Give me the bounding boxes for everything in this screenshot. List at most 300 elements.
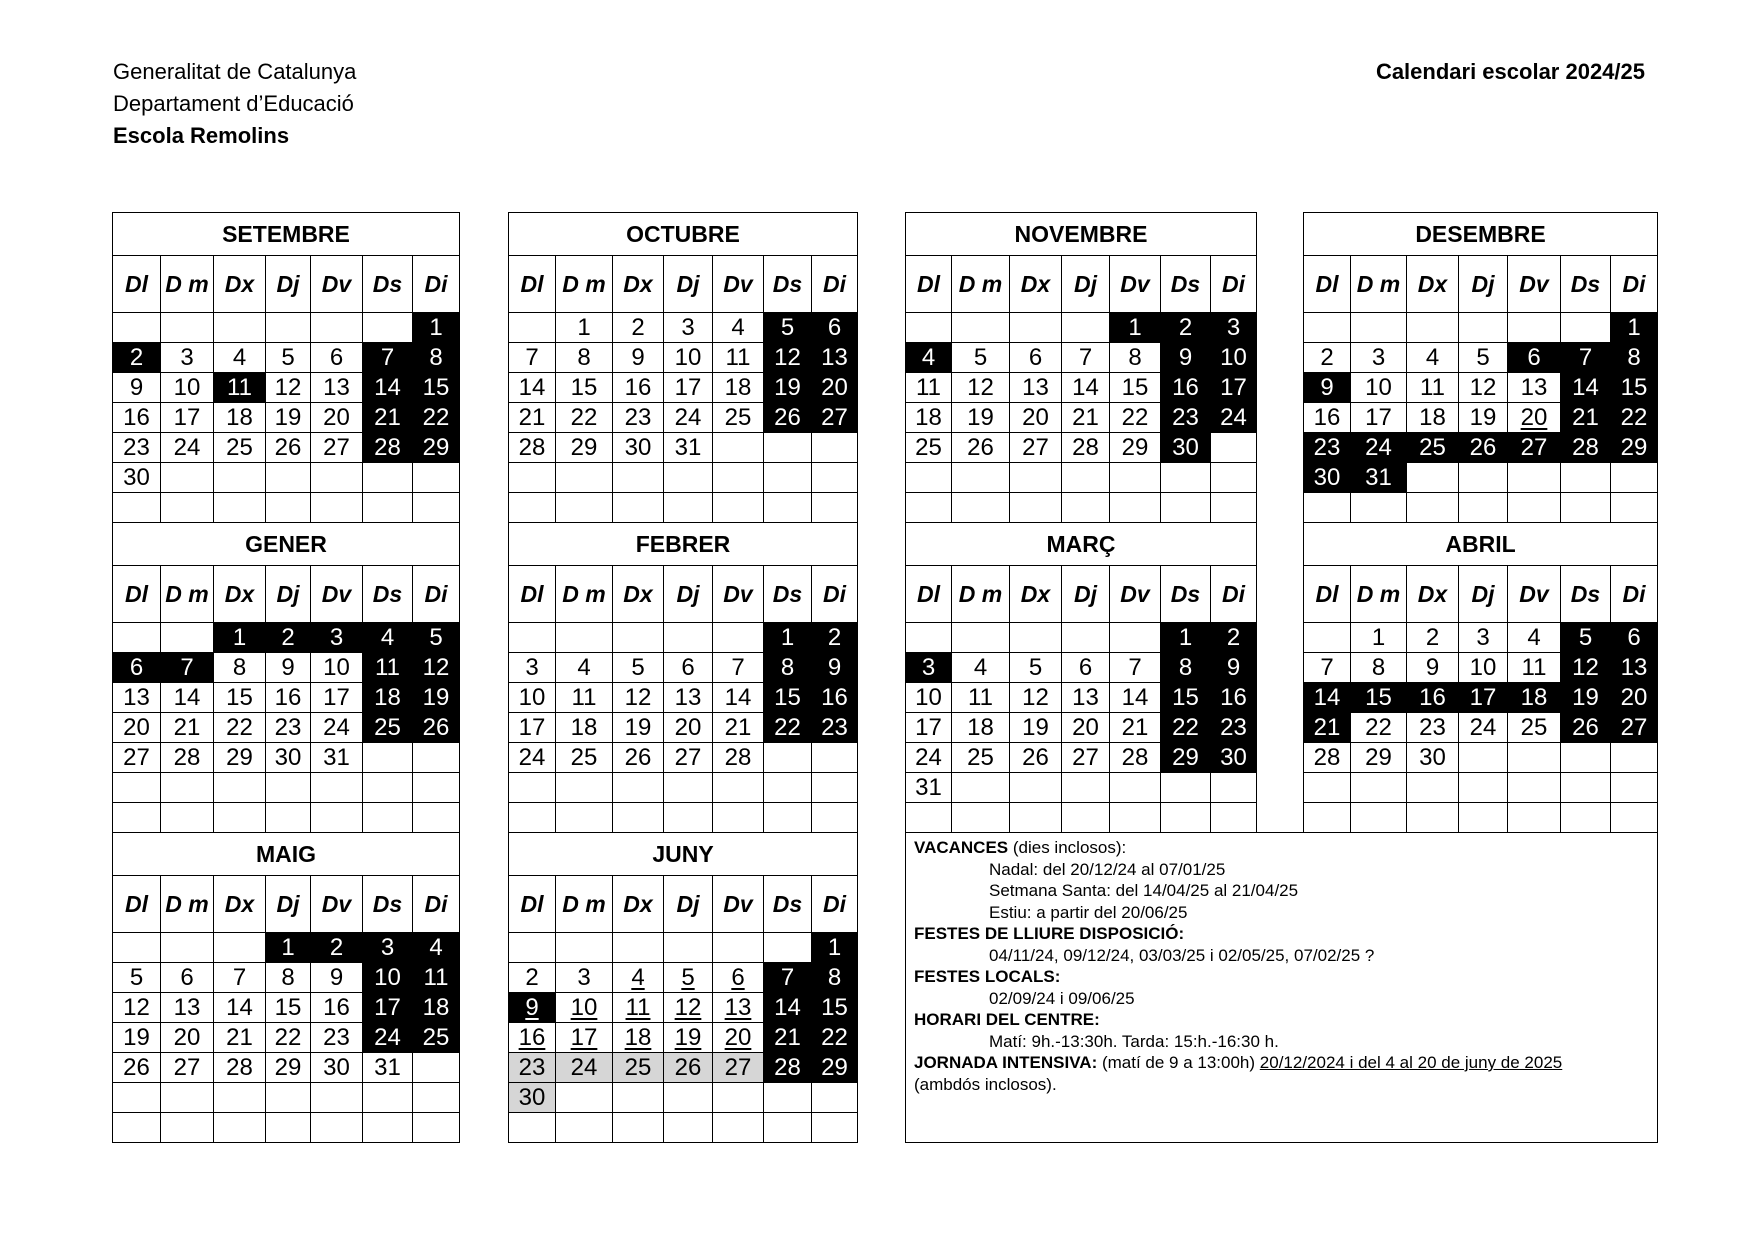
day-cell: 17 xyxy=(1211,373,1257,403)
weekday-header: Ds xyxy=(363,256,413,313)
column-separator xyxy=(460,463,509,493)
day-cell: 8 xyxy=(413,343,460,373)
day-cell: 23 xyxy=(1211,713,1257,743)
notes-line xyxy=(914,923,1649,945)
day-cell: 12 xyxy=(266,373,311,403)
day-cell: 14 xyxy=(1110,683,1161,713)
day-cell: 8 xyxy=(1611,343,1658,373)
day-cell: 21 xyxy=(713,713,764,743)
day-cell: 22 xyxy=(1611,403,1658,433)
day-cell: 26 xyxy=(113,1053,161,1083)
day-cell: 6 xyxy=(161,963,214,993)
day-cell: 7 xyxy=(1304,653,1351,683)
empty-day-cell xyxy=(664,463,713,493)
column-separator xyxy=(858,743,906,773)
empty-day-cell xyxy=(1459,463,1508,493)
day-cell: 30 xyxy=(1211,743,1257,773)
weekday-header: Dj xyxy=(664,256,713,313)
empty-day-cell xyxy=(1211,493,1257,523)
column-separator xyxy=(1257,743,1304,773)
weekday-header: Ds xyxy=(764,256,812,313)
column-separator xyxy=(1257,403,1304,433)
empty-day-cell xyxy=(812,773,858,803)
notes-line xyxy=(914,859,1649,881)
month-name: MARÇ xyxy=(906,523,1257,566)
day-cell: 4 xyxy=(363,623,413,653)
weekday-header: Dl xyxy=(509,256,556,313)
day-cell: 14 xyxy=(764,993,812,1023)
column-separator xyxy=(460,256,509,313)
day-cell: 17 xyxy=(161,403,214,433)
day-cell: 26 xyxy=(764,403,812,433)
day-cell: 13 xyxy=(1062,683,1110,713)
weekday-header: Dx xyxy=(1407,566,1459,623)
day-cell: 19 xyxy=(613,713,664,743)
empty-day-cell xyxy=(1561,313,1611,343)
day-cell: 27 xyxy=(664,743,713,773)
weekday-header: Di xyxy=(1211,566,1257,623)
weekday-header: D m xyxy=(161,876,214,933)
day-cell: 18 xyxy=(413,993,460,1023)
day-cell: 1 xyxy=(812,933,858,963)
empty-day-cell xyxy=(161,313,214,343)
day-cell: 5 xyxy=(113,963,161,993)
day-cell: 5 xyxy=(764,313,812,343)
day-cell: 10 xyxy=(161,373,214,403)
empty-day-cell xyxy=(812,463,858,493)
column-separator xyxy=(460,213,509,256)
day-cell: 19 xyxy=(413,683,460,713)
empty-day-cell xyxy=(556,803,613,833)
notes-line xyxy=(914,880,1649,902)
day-cell: 29 xyxy=(812,1053,858,1083)
empty-day-cell xyxy=(1351,803,1407,833)
weekday-header: Dl xyxy=(509,876,556,933)
weekday-header: Dv xyxy=(713,566,764,623)
empty-day-cell xyxy=(1459,493,1508,523)
empty-day-cell xyxy=(952,803,1010,833)
empty-day-cell xyxy=(1508,803,1561,833)
empty-day-cell xyxy=(1508,463,1561,493)
page-title: Calendari escolar 2024/25 xyxy=(1375,59,1645,84)
column-separator xyxy=(858,713,906,743)
empty-day-cell xyxy=(713,803,764,833)
day-cell: 28 xyxy=(713,743,764,773)
day-cell: 16 xyxy=(1407,683,1459,713)
empty-day-cell xyxy=(311,493,363,523)
empty-day-cell xyxy=(764,433,812,463)
day-cell: 3 xyxy=(664,313,713,343)
empty-day-cell xyxy=(664,493,713,523)
day-cell: 8 xyxy=(556,343,613,373)
day-cell: 16 xyxy=(812,683,858,713)
empty-day-cell xyxy=(713,1083,764,1113)
day-cell: 11 xyxy=(952,683,1010,713)
empty-day-cell xyxy=(266,493,311,523)
weekday-header: Dx xyxy=(613,256,664,313)
day-cell: 3 xyxy=(161,343,214,373)
institution-name: Generalitat de Catalunya xyxy=(113,59,357,84)
empty-day-cell xyxy=(1304,803,1351,833)
week-row xyxy=(113,713,1658,743)
column-separator xyxy=(1257,463,1304,493)
day-cell: 7 xyxy=(214,963,266,993)
empty-day-cell xyxy=(1062,773,1110,803)
weekday-header: Dx xyxy=(214,876,266,933)
lliure-disposicio-title: FESTES DE LLIURE DISPOSICIÓ: xyxy=(914,924,1185,943)
day-cell: 3 xyxy=(906,653,952,683)
day-cell: 17 xyxy=(906,713,952,743)
empty-day-cell xyxy=(1211,803,1257,833)
day-cell: 6 xyxy=(713,963,764,993)
day-cell: 3 xyxy=(311,623,363,653)
column-separator xyxy=(858,403,906,433)
weekday-header: Dv xyxy=(311,566,363,623)
weekday-header: Dv xyxy=(1508,566,1561,623)
empty-day-cell xyxy=(1304,623,1351,653)
day-cell: 29 xyxy=(556,433,613,463)
jornada-title: JORNADA INTENSIVA: xyxy=(914,1053,1098,1072)
day-cell: 19 xyxy=(1561,683,1611,713)
month-name: GENER xyxy=(113,523,460,566)
column-separator xyxy=(460,683,509,713)
week-row xyxy=(113,683,1658,713)
empty-day-cell xyxy=(413,743,460,773)
weekday-header: Dl xyxy=(113,566,161,623)
week-row xyxy=(113,463,1658,493)
column-separator xyxy=(460,493,509,523)
day-cell: 5 xyxy=(1459,343,1508,373)
day-cell: 23 xyxy=(509,1053,556,1083)
day-cell: 4 xyxy=(613,963,664,993)
empty-day-cell xyxy=(1304,493,1351,523)
day-cell: 20 xyxy=(1508,403,1561,433)
day-cell: 6 xyxy=(311,343,363,373)
day-cell: 2 xyxy=(509,963,556,993)
day-cell: 20 xyxy=(161,1023,214,1053)
empty-day-cell xyxy=(556,933,613,963)
weekday-header: Di xyxy=(413,876,460,933)
day-cell: 23 xyxy=(113,433,161,463)
day-cell: 11 xyxy=(713,343,764,373)
weekday-header: D m xyxy=(952,256,1010,313)
day-cell: 25 xyxy=(556,743,613,773)
column-separator xyxy=(858,313,906,343)
weekday-header: Di xyxy=(1611,256,1658,313)
calendar-notes xyxy=(906,833,1658,1143)
day-cell: 17 xyxy=(664,373,713,403)
column-separator xyxy=(858,523,906,566)
empty-day-cell xyxy=(1110,803,1161,833)
day-cell: 21 xyxy=(363,403,413,433)
day-cell: 29 xyxy=(214,743,266,773)
empty-day-cell xyxy=(113,1113,161,1143)
column-separator xyxy=(1257,313,1304,343)
day-cell: 27 xyxy=(1611,713,1658,743)
empty-day-cell xyxy=(363,493,413,523)
empty-day-cell xyxy=(509,773,556,803)
day-cell: 19 xyxy=(1010,713,1062,743)
empty-day-cell xyxy=(556,773,613,803)
column-separator xyxy=(460,993,509,1023)
day-cell: 14 xyxy=(509,373,556,403)
column-separator xyxy=(858,653,906,683)
empty-day-cell xyxy=(413,1113,460,1143)
empty-day-cell xyxy=(1459,313,1508,343)
weekday-header: Dj xyxy=(266,566,311,623)
empty-day-cell xyxy=(509,463,556,493)
day-cell: 18 xyxy=(363,683,413,713)
day-cell: 17 xyxy=(363,993,413,1023)
day-cell: 18 xyxy=(613,1023,664,1053)
empty-day-cell xyxy=(764,463,812,493)
empty-day-cell xyxy=(613,463,664,493)
day-cell: 25 xyxy=(214,433,266,463)
empty-day-cell xyxy=(1211,463,1257,493)
column-separator xyxy=(858,463,906,493)
weekday-header: Dj xyxy=(664,876,713,933)
day-cell: 3 xyxy=(1459,623,1508,653)
empty-day-cell xyxy=(1561,463,1611,493)
column-separator xyxy=(1257,773,1304,803)
empty-day-cell xyxy=(363,313,413,343)
empty-day-cell xyxy=(764,773,812,803)
empty-day-cell xyxy=(613,623,664,653)
day-cell: 4 xyxy=(556,653,613,683)
column-separator xyxy=(460,1083,509,1113)
day-cell: 26 xyxy=(1459,433,1508,463)
empty-day-cell xyxy=(363,463,413,493)
empty-day-cell xyxy=(1351,313,1407,343)
day-cell: 2 xyxy=(812,623,858,653)
weekday-header: Ds xyxy=(764,566,812,623)
empty-day-cell xyxy=(713,933,764,963)
weekday-header: D m xyxy=(161,256,214,313)
weekday-header: Di xyxy=(812,876,858,933)
empty-day-cell xyxy=(1407,313,1459,343)
empty-day-cell xyxy=(113,773,161,803)
column-separator xyxy=(1257,493,1304,523)
day-cell: 9 xyxy=(311,963,363,993)
weekday-header: Dj xyxy=(1062,256,1110,313)
day-cell: 11 xyxy=(906,373,952,403)
weekday-header: Dl xyxy=(113,256,161,313)
day-cell: 9 xyxy=(509,993,556,1023)
weekday-header: Dl xyxy=(906,566,952,623)
lliure-disposicio-dates: 04/11/24, 09/12/24, 03/03/25 i 02/05/25, 07/02/25 ? xyxy=(989,945,1375,965)
day-cell: 18 xyxy=(906,403,952,433)
day-cell: 7 xyxy=(1561,343,1611,373)
day-cell: 30 xyxy=(113,463,161,493)
empty-day-cell xyxy=(1062,803,1110,833)
empty-day-cell xyxy=(812,803,858,833)
empty-day-cell xyxy=(413,493,460,523)
day-cell: 22 xyxy=(1351,713,1407,743)
empty-day-cell xyxy=(113,1083,161,1113)
vacances-title: VACANCES xyxy=(914,838,1009,857)
day-cell: 14 xyxy=(713,683,764,713)
day-cell: 25 xyxy=(952,743,1010,773)
day-cell: 17 xyxy=(1459,683,1508,713)
column-separator xyxy=(858,493,906,523)
month-name: OCTUBRE xyxy=(509,213,858,256)
weekday-header: Dj xyxy=(266,876,311,933)
month-name-row xyxy=(113,833,1658,876)
day-cell: 7 xyxy=(509,343,556,373)
week-row xyxy=(113,313,1658,343)
day-cell: 6 xyxy=(1611,623,1658,653)
empty-day-cell xyxy=(1561,743,1611,773)
column-separator xyxy=(1257,256,1304,313)
notes-line xyxy=(914,1074,1649,1096)
column-separator xyxy=(460,1023,509,1053)
day-cell: 14 xyxy=(1304,683,1351,713)
day-cell: 13 xyxy=(1611,653,1658,683)
day-cell: 13 xyxy=(161,993,214,1023)
day-cell: 20 xyxy=(664,713,713,743)
day-cell: 18 xyxy=(214,403,266,433)
day-cell: 14 xyxy=(363,373,413,403)
day-cell: 9 xyxy=(266,653,311,683)
day-cell: 8 xyxy=(214,653,266,683)
school-calendar xyxy=(112,212,1658,1143)
day-cell: 5 xyxy=(1561,623,1611,653)
weekday-header: D m xyxy=(556,876,613,933)
day-cell: 21 xyxy=(764,1023,812,1053)
day-cell: 12 xyxy=(1561,653,1611,683)
empty-day-cell xyxy=(161,623,214,653)
empty-day-cell xyxy=(509,803,556,833)
day-cell: 31 xyxy=(311,743,363,773)
day-cell: 21 xyxy=(509,403,556,433)
day-cell: 28 xyxy=(161,743,214,773)
empty-day-cell xyxy=(266,1083,311,1113)
day-cell: 17 xyxy=(1351,403,1407,433)
blank-row xyxy=(113,493,1658,523)
empty-day-cell xyxy=(1611,773,1658,803)
weekday-header: Dx xyxy=(613,566,664,623)
day-cell: 28 xyxy=(1110,743,1161,773)
empty-day-cell xyxy=(1611,743,1658,773)
day-cell: 5 xyxy=(664,963,713,993)
day-cell: 1 xyxy=(764,623,812,653)
empty-day-cell xyxy=(161,463,214,493)
empty-day-cell xyxy=(1161,493,1211,523)
day-cell: 7 xyxy=(764,963,812,993)
day-cell: 6 xyxy=(1010,343,1062,373)
festes-locals-dates: 02/09/24 i 09/06/25 xyxy=(989,988,1135,1008)
day-cell: 27 xyxy=(1010,433,1062,463)
day-cell: 19 xyxy=(664,1023,713,1053)
weekday-header: Dv xyxy=(713,876,764,933)
column-separator xyxy=(858,773,906,803)
day-cell: 8 xyxy=(812,963,858,993)
month-name-row xyxy=(113,523,1658,566)
column-separator xyxy=(1257,623,1304,653)
column-separator xyxy=(460,963,509,993)
weekday-header: Ds xyxy=(363,876,413,933)
empty-day-cell xyxy=(906,623,952,653)
horari-title: HORARI DEL CENTRE: xyxy=(914,1010,1100,1029)
empty-day-cell xyxy=(113,803,161,833)
empty-day-cell xyxy=(214,313,266,343)
empty-day-cell xyxy=(952,313,1010,343)
column-separator xyxy=(460,343,509,373)
column-separator xyxy=(1257,683,1304,713)
empty-day-cell xyxy=(1561,803,1611,833)
column-separator xyxy=(858,833,906,876)
empty-day-cell xyxy=(266,1113,311,1143)
notes-line xyxy=(914,837,1649,859)
day-cell: 25 xyxy=(1508,713,1561,743)
empty-day-cell xyxy=(713,773,764,803)
month-name: JUNY xyxy=(509,833,858,876)
day-cell: 8 xyxy=(1110,343,1161,373)
week-row xyxy=(113,773,1658,803)
day-cell: 13 xyxy=(113,683,161,713)
weekday-header: Dx xyxy=(214,256,266,313)
day-cell: 11 xyxy=(1508,653,1561,683)
day-cell: 5 xyxy=(266,343,311,373)
empty-day-cell xyxy=(413,1053,460,1083)
empty-day-cell xyxy=(1407,463,1459,493)
day-cell: 18 xyxy=(952,713,1010,743)
day-cell: 24 xyxy=(311,713,363,743)
month-name: ABRIL xyxy=(1304,523,1658,566)
day-cell: 1 xyxy=(1161,623,1211,653)
day-cell: 24 xyxy=(664,403,713,433)
day-cell: 13 xyxy=(1508,373,1561,403)
empty-day-cell xyxy=(161,773,214,803)
day-cell: 29 xyxy=(413,433,460,463)
empty-day-cell xyxy=(1611,493,1658,523)
day-cell: 4 xyxy=(952,653,1010,683)
day-cell: 25 xyxy=(906,433,952,463)
empty-day-cell xyxy=(556,623,613,653)
day-cell: 15 xyxy=(812,993,858,1023)
day-cell: 30 xyxy=(266,743,311,773)
empty-day-cell xyxy=(812,743,858,773)
empty-day-cell xyxy=(713,493,764,523)
empty-day-cell xyxy=(1010,313,1062,343)
day-cell: 27 xyxy=(713,1053,764,1083)
day-cell: 21 xyxy=(161,713,214,743)
column-separator xyxy=(858,963,906,993)
day-cell: 15 xyxy=(1351,683,1407,713)
weekday-header: Dx xyxy=(1010,566,1062,623)
day-cell: 14 xyxy=(1062,373,1110,403)
empty-day-cell xyxy=(1407,493,1459,523)
weekday-header: Dx xyxy=(1010,256,1062,313)
column-separator xyxy=(460,653,509,683)
day-cell: 10 xyxy=(509,683,556,713)
day-cell: 5 xyxy=(952,343,1010,373)
empty-day-cell xyxy=(266,773,311,803)
month-name: SETEMBRE xyxy=(113,213,460,256)
column-separator xyxy=(460,523,509,566)
empty-day-cell xyxy=(1508,773,1561,803)
day-cell: 28 xyxy=(1304,743,1351,773)
empty-day-cell xyxy=(1561,773,1611,803)
jornada-end: (ambdós inclosos). xyxy=(914,1074,1057,1094)
day-cell: 7 xyxy=(1110,653,1161,683)
week-row xyxy=(113,373,1658,403)
day-cell: 4 xyxy=(413,933,460,963)
weekday-header: Dl xyxy=(509,566,556,623)
column-separator xyxy=(1257,803,1304,833)
day-cell: 9 xyxy=(1211,653,1257,683)
column-separator xyxy=(460,566,509,623)
